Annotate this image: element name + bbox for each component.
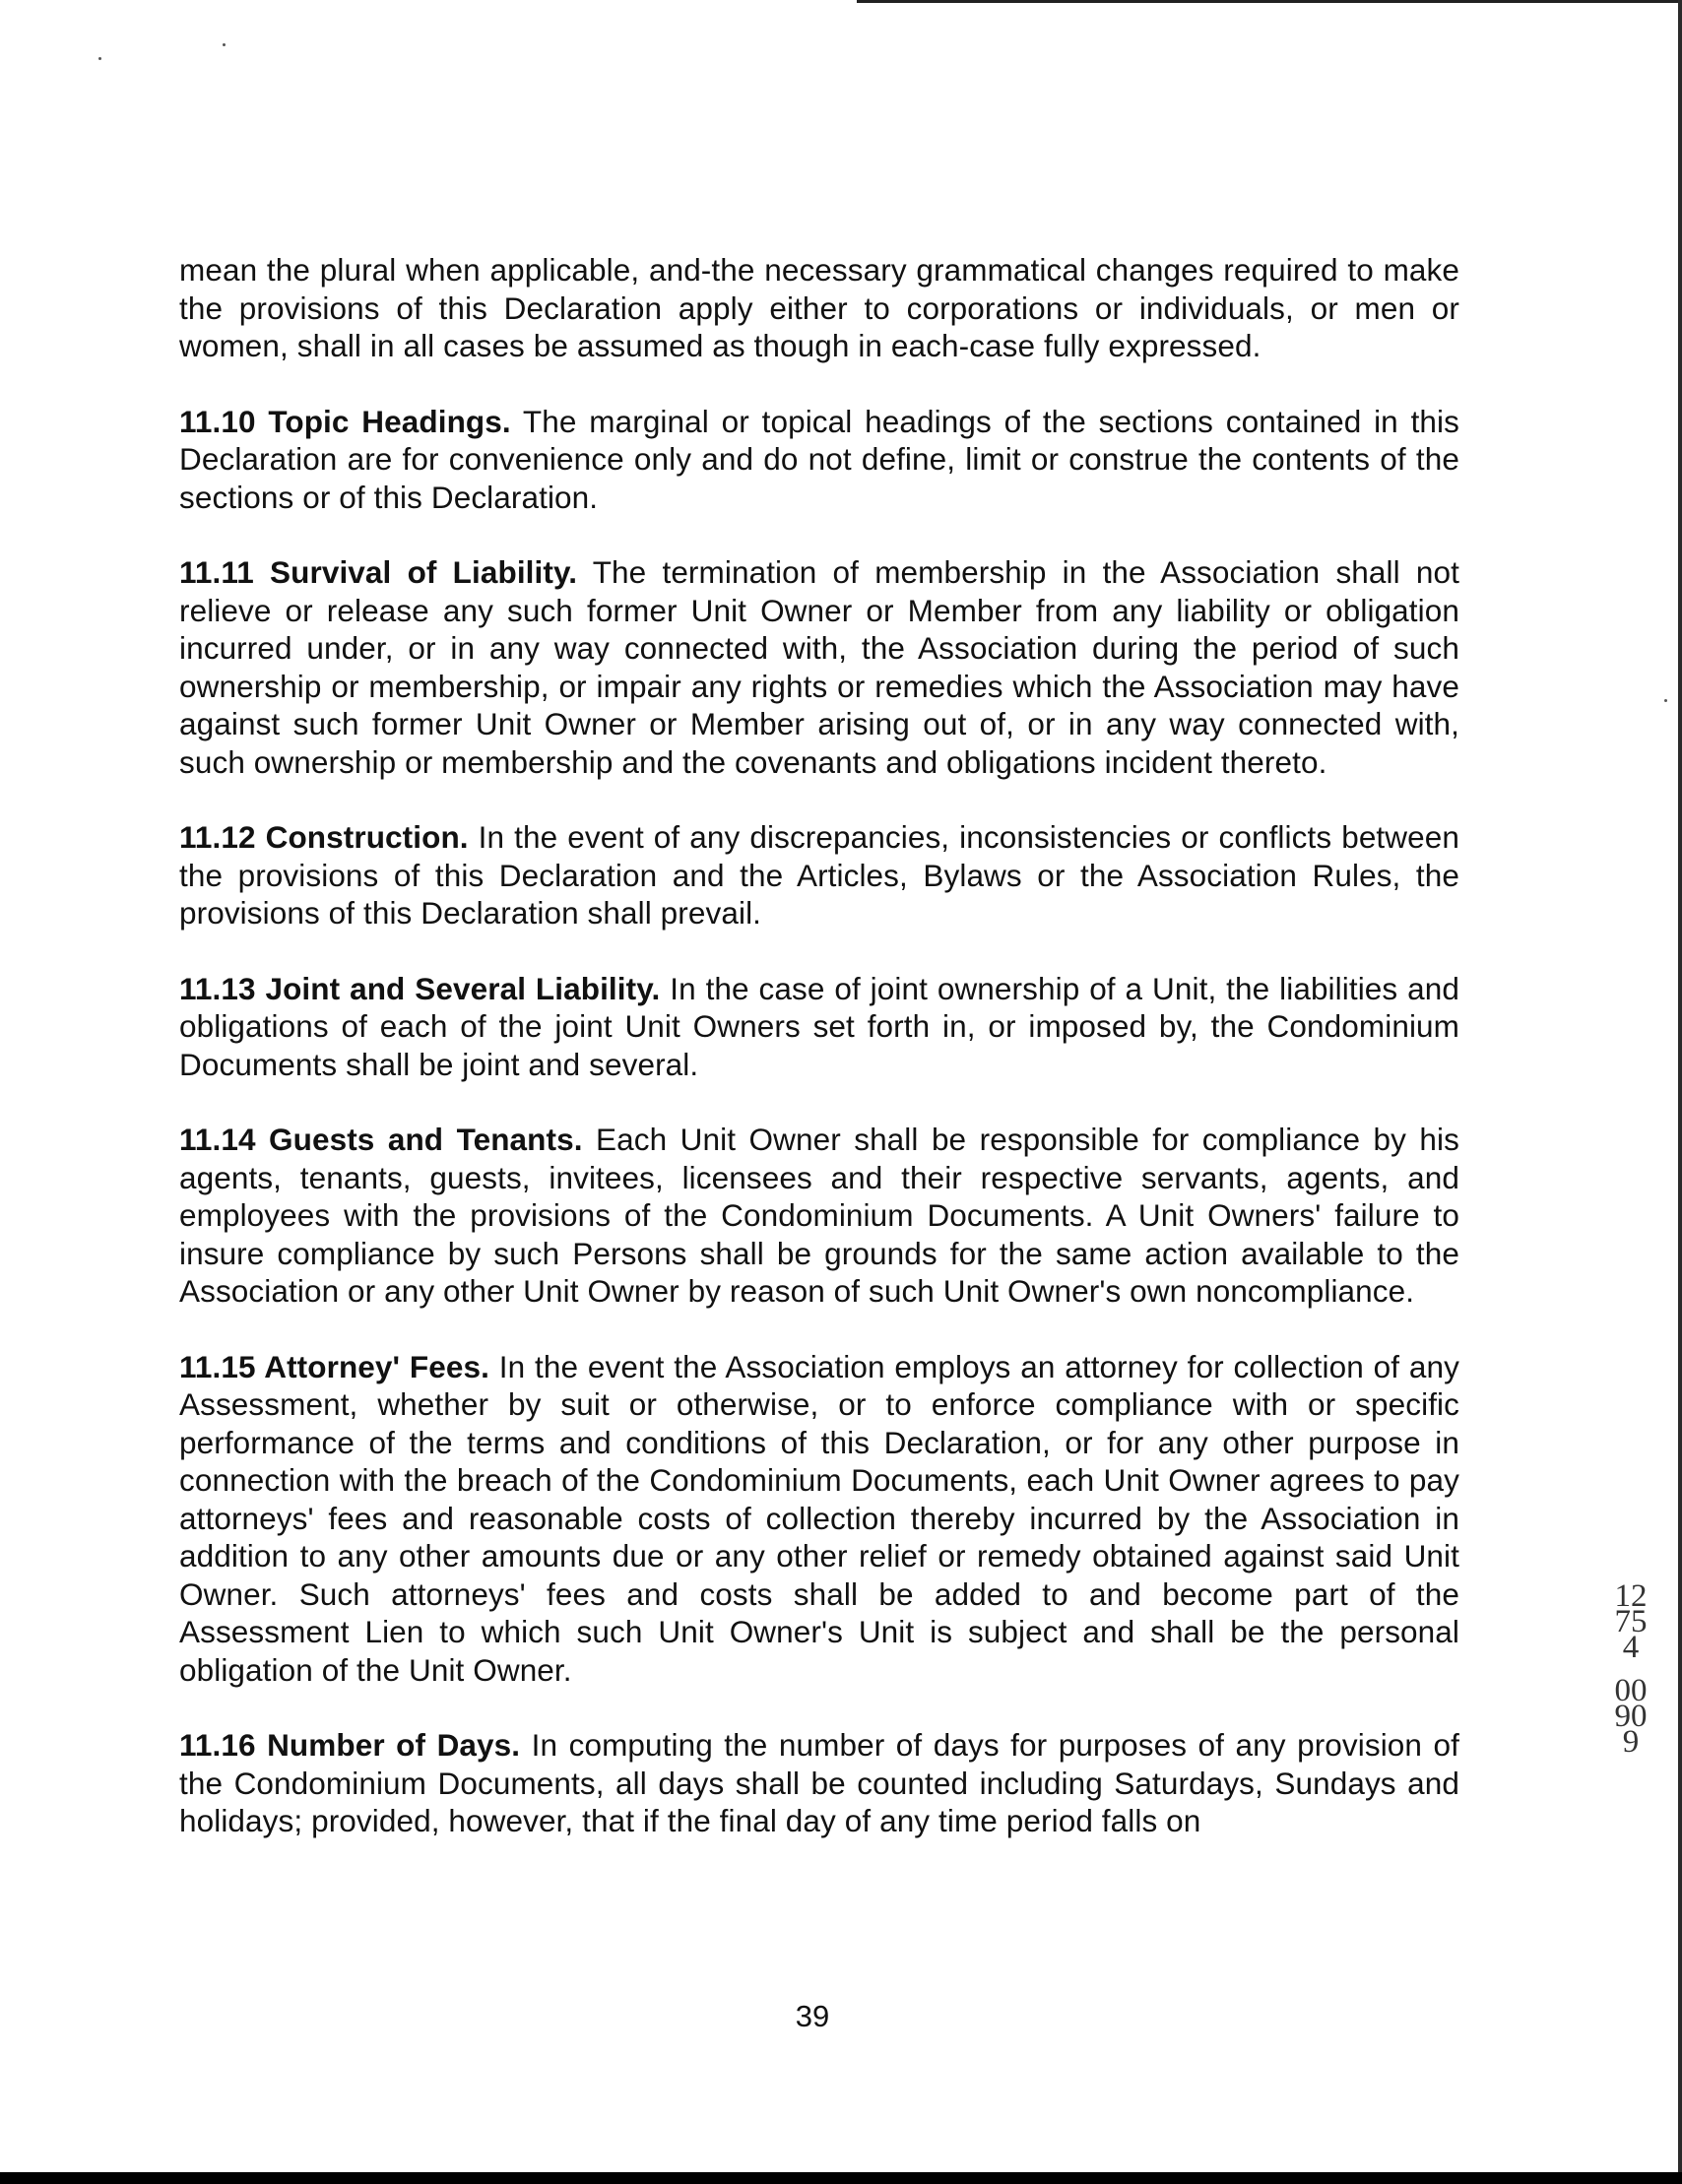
section-heading: 11.12 Construction. xyxy=(179,819,469,855)
section-body: Each Unit Owner shall be responsible for compliance by his agents, tenants, guests, invitees, licensees and their respective servants, agents, and employees with the provisions of the Condominium Documents. A Unit Owners' failure to insure compliance by such Persons shall be grounds for the same action available to the Association or any other Unit Owner by reason of such Unit Owner's own noncompliance. xyxy=(179,1122,1459,1309)
paragraph-survival-of-liability xyxy=(179,553,1459,781)
section-body: In the event of any discrepancies, inconsistencies or conflicts between the provisions of this Declaration and the Articles, Bylaws or the Association Rules, the provisions of this Declaration shall prevail. xyxy=(179,819,1459,931)
scan-right-edge xyxy=(1678,0,1682,2184)
page-number: 39 xyxy=(795,1999,830,2033)
recording-stamp xyxy=(1611,1578,1650,1760)
paragraph-guests-and-tenants xyxy=(179,1121,1459,1311)
scan-bottom-edge xyxy=(0,2172,1682,2184)
paragraph-construction xyxy=(179,818,1459,932)
scan-speck xyxy=(223,43,226,46)
scan-speck xyxy=(98,57,101,60)
section-body: In the event the Association employs an attorney for collection of any Assessment, whether by suit or otherwise, or to enforce compliance with or specific performance of the terms and conditions of this Declaration, or for any other purpose in connection with the breach of the Condominium Documents, each Unit Owner agrees to pay attorneys' fees and reasonable costs of collection thereby incurred by the Association in addition to any other amounts due or any other relief or remedy obtained against said Unit Owner. Such attorneys' fees and costs shall be added to and become part of the Assessment Lien to which such Unit Owner's Unit is subject and shall be the personal obligation of the Unit Owner. xyxy=(179,1348,1459,1688)
section-heading: 11.15 Attorney' Fees. xyxy=(179,1348,489,1384)
paragraph-number-of-days xyxy=(179,1726,1459,1840)
section-heading: 11.11 Survival of Liability. xyxy=(179,554,578,590)
scan-top-edge xyxy=(857,0,1682,3)
document-body xyxy=(179,251,1459,1878)
section-heading: 11.10 Topic Headings. xyxy=(179,403,511,439)
section-body: In computing the number of days for purposes of any provision of the Condominium Documents, all days shall be counted including Saturdays, Sundays and holidays; provided, however, that if the final day of any time period falls on xyxy=(179,1727,1460,1838)
section-heading: 11.14 Guests and Tenants. xyxy=(179,1122,583,1157)
paragraph-topic-headings xyxy=(179,403,1459,517)
paragraph-continued-definitions xyxy=(179,251,1459,365)
section-body: mean the plural when applicable, and-the necessary grammatical changes required to make the provisions of this Declaration apply either to corporations or individuals, or men or women, shall in all cases be assumed as though in each-case fully expressed. xyxy=(179,252,1459,363)
section-body: In the case of joint ownership of a Unit, the liabilities and obligations of each of the joint Unit Owners set forth in, or imposed by, the Condominium Documents shall be joint and several. xyxy=(179,970,1459,1082)
stamp-book-number: 12754 xyxy=(1614,1578,1648,1665)
section-heading: 11.16 Number of Days. xyxy=(179,1727,521,1763)
scan-speck xyxy=(1664,699,1667,702)
paragraph-joint-and-several-liability xyxy=(179,970,1459,1084)
section-body: The termination of membership in the Association shall not relieve or release any such former Unit Owner or Member from any liability or obligation incurred under, or in any way connected with, the Association during the period of such ownership or membership, or impair any rights or remedies which the Association may have against such former Unit Owner or Member arising out of, or in any way connected with, such ownership or membership and the covenants and obligations incident thereto. xyxy=(179,554,1459,780)
section-heading: 11.13 Joint and Several Liability. xyxy=(179,970,661,1006)
stamp-page-number: 00909 xyxy=(1614,1673,1648,1760)
section-body: The marginal or topical headings of the sections contained in this Declaration are for convenience only and do not define, limit or construe the contents of the sections or of this Declaration. xyxy=(179,403,1459,515)
paragraph-attorney-fees xyxy=(179,1348,1459,1690)
